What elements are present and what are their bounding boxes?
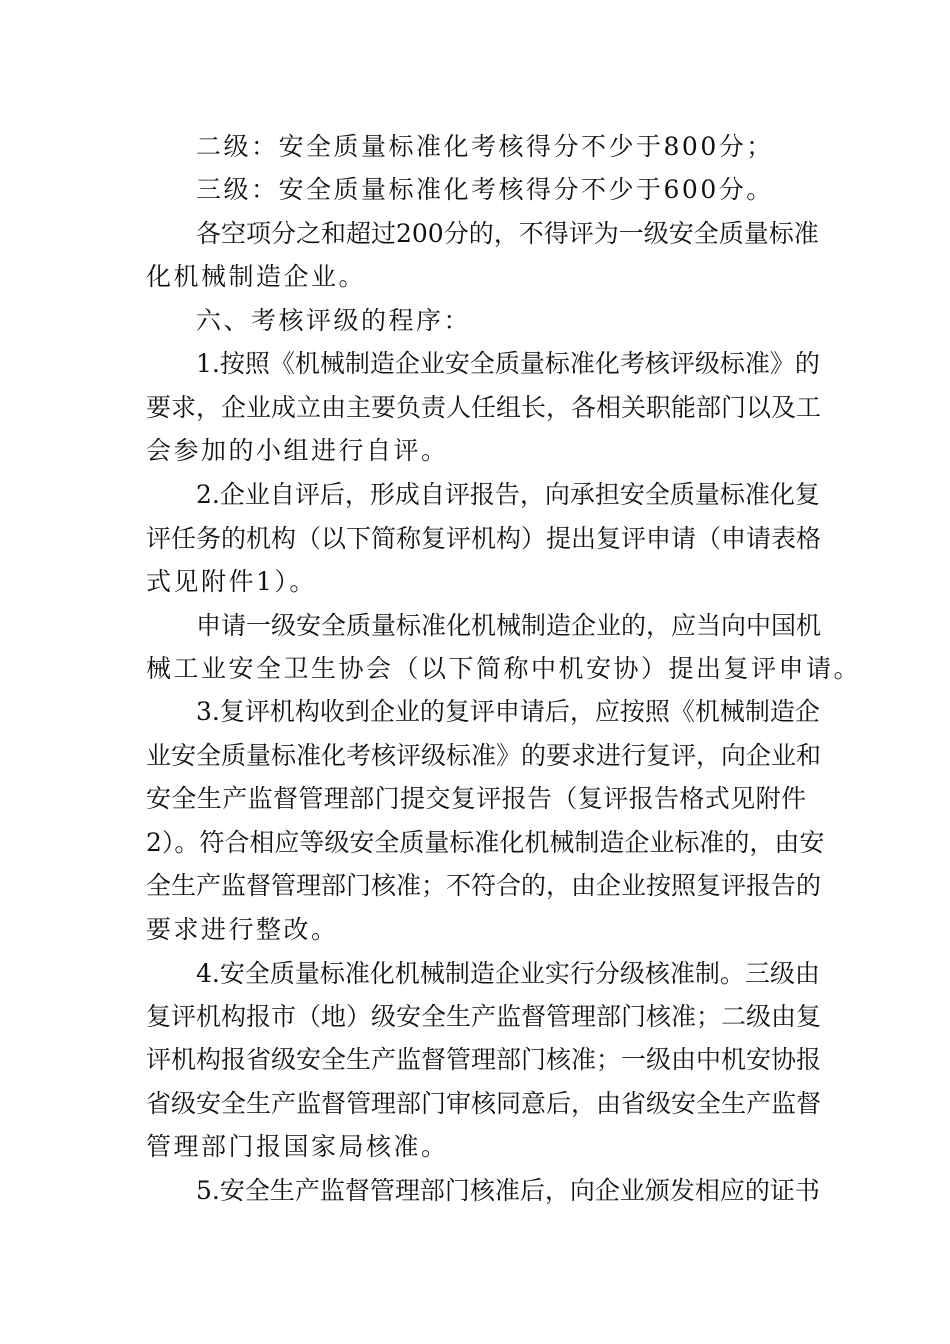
text-line: 要求进行整改。 bbox=[146, 915, 339, 944]
text-line: 评任务的机构（以下简称复评机构）提出复评申请（申请表格 bbox=[146, 524, 822, 553]
text-line: 申请一级安全质量标准化机械制造企业的，应当向中国机 bbox=[196, 611, 822, 640]
text-line: 4.安全质量标准化机械制造企业实行分级核准制。三级由 bbox=[196, 959, 820, 988]
text-line: 械工业安全卫生协会（以下简称中机安协）提出复评申请。 bbox=[146, 654, 862, 683]
text-line: 二级：安全质量标准化考核得分不少于800分； bbox=[196, 132, 774, 161]
text-line: 化机械制造企业。 bbox=[146, 262, 367, 291]
text-line: 业安全质量标准化考核评级标准》的要求进行复评，向企业和 bbox=[146, 741, 822, 770]
text-line: 1.按照《机械制造企业安全质量标准化考核评级标准》的 bbox=[196, 349, 820, 378]
text-line: 三级：安全质量标准化考核得分不少于600分。 bbox=[196, 175, 774, 204]
text-line: 2）。符合相应等级安全质量标准化机械制造企业标准的，由安 bbox=[146, 828, 825, 857]
text-line: 评机构报省级安全生产监督管理部门核准；一级由中机安协报 bbox=[146, 1045, 822, 1074]
text-line: 会参加的小组进行自评。 bbox=[146, 436, 449, 465]
text-line: 各空项分之和超过200分的，不得评为一级安全质量标准 bbox=[196, 219, 819, 248]
text-line: 3.复评机构收到企业的复评申请后，应按照《机械制造企 bbox=[196, 697, 820, 726]
text-line: 式见附件1）。 bbox=[146, 567, 317, 596]
text-line: 5.安全生产监督管理部门核准后，向企业颁发相应的证书 bbox=[196, 1176, 820, 1205]
text-line: 省级安全生产监督管理部门审核同意后，由省级安全生产监督 bbox=[146, 1089, 822, 1118]
section-heading: 六、考核评级的程序： bbox=[196, 306, 472, 335]
text-line: 安全生产监督管理部门提交复评报告（复评报告格式见附件 bbox=[146, 784, 806, 813]
text-line: 2.企业自评后，形成自评报告，向承担安全质量标准化复 bbox=[196, 480, 820, 509]
text-line: 全生产监督管理部门核准；不符合的，由企业按照复评报告的 bbox=[146, 871, 822, 900]
text-line: 复评机构报市（地）级安全生产监督管理部门核准；二级由复 bbox=[146, 1002, 822, 1031]
text-line: 要求，企业成立由主要负责人任组长，各相关职能部门以及工 bbox=[146, 393, 822, 422]
text-line: 管理部门报国家局核准。 bbox=[146, 1132, 449, 1161]
